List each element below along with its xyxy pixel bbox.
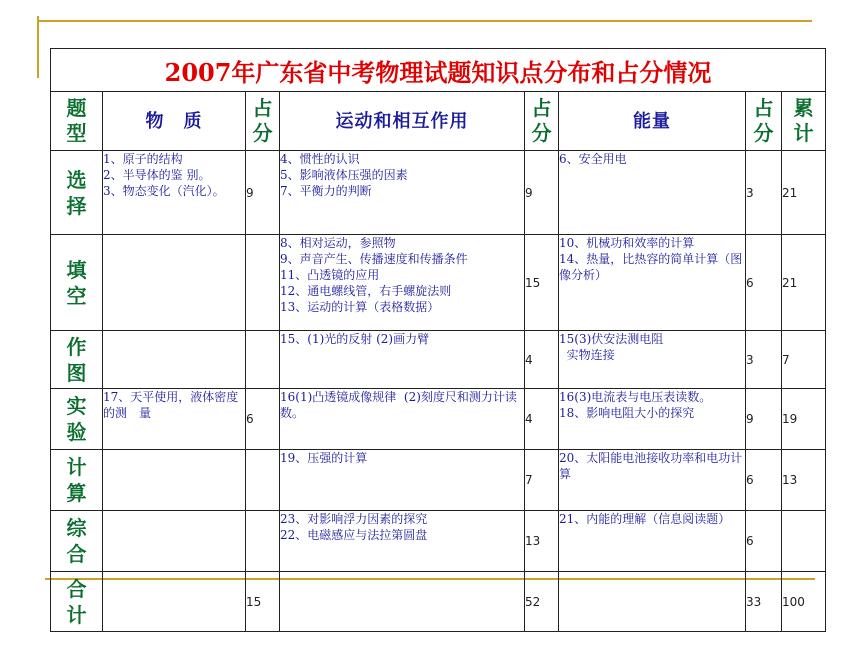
header-energy: 能量 [559, 92, 746, 151]
motion-items-cell [280, 151, 525, 235]
table-title: 2007年广东省中考物理试题知识点分布和占分情况 [51, 49, 826, 92]
energy-score: 3 [746, 331, 782, 389]
row-label-char: 填 [66, 257, 87, 282]
table-row [51, 235, 826, 331]
motion-item: 4、惯性的认识 [280, 152, 360, 166]
row-label-char: 计 [66, 602, 87, 627]
motion-score: 9 [525, 151, 559, 235]
table-row [51, 511, 826, 572]
header-energy-score: 占 分 [746, 92, 782, 151]
motion-item: 8、相对运动，参照物 [280, 236, 396, 250]
row-label [51, 331, 103, 389]
energy-items-cell [559, 511, 746, 572]
energy-item: 18、影响电阻大小的探究 [559, 406, 695, 420]
row-label-char: 计 [66, 455, 87, 479]
motion-item: 12、通电螺线管，右手螺旋法则 [280, 284, 452, 298]
table-row [51, 151, 826, 235]
matter-score: 6 [246, 389, 280, 450]
row-label [51, 450, 103, 511]
motion-items-cell [280, 389, 525, 450]
row-label [51, 511, 103, 572]
matter-items-cell [103, 572, 246, 632]
motion-item: 7、平衡力的判断 [280, 184, 372, 198]
matter-items-cell [103, 389, 246, 450]
matter-score [246, 511, 280, 572]
table-row [51, 389, 826, 450]
row-label [51, 151, 103, 235]
motion-score: 15 [525, 235, 559, 331]
row-label-char: 综 [66, 516, 87, 540]
motion-item: 11、凸透镜的应用 [280, 268, 380, 282]
energy-score: 9 [746, 389, 782, 450]
energy-item: 6、安全用电 [559, 152, 627, 166]
row-total: 21 [782, 151, 826, 235]
row-total [782, 511, 826, 572]
matter-score [246, 331, 280, 389]
energy-items-cell [559, 235, 746, 331]
matter-items-cell [103, 450, 246, 511]
motion-item: 22、电磁感应与法拉第圆盘 [280, 528, 428, 542]
matter-item: 2、半导体的鉴 别。 [103, 168, 211, 182]
energy-score: 3 [746, 151, 782, 235]
energy-item: 15(3)伏安法测电阻 [559, 332, 664, 346]
row-label-char: 择 [66, 193, 87, 218]
motion-item: 15、(1)光的反射 (2)画力臂 [280, 332, 430, 346]
header-total: 累 计 [782, 92, 826, 151]
motion-score: 4 [525, 389, 559, 450]
matter-item: 3、物态变化（汽化）。 [103, 184, 225, 198]
energy-score: 33 [746, 572, 782, 632]
matter-item: 1、原子的结构 [103, 152, 183, 166]
energy-items-cell [559, 450, 746, 511]
matter-items-cell [103, 511, 246, 572]
row-total: 19 [782, 389, 826, 450]
row-label-char: 空 [66, 283, 87, 308]
motion-items-cell [280, 572, 525, 632]
matter-items-cell [103, 151, 246, 235]
row-label [51, 572, 103, 632]
row-total: 13 [782, 450, 826, 511]
motion-item: 13、运动的计算（表格数据） [280, 300, 440, 314]
matter-score: 9 [246, 151, 280, 235]
matter-item: 17、天平使用，液体密度的测 量 [103, 390, 239, 420]
matter-items-cell [103, 331, 246, 389]
header-question-type: 题 型 [51, 92, 103, 151]
energy-items-cell [559, 151, 746, 235]
energy-score: 6 [746, 235, 782, 331]
motion-item: 16(1)凸透镜成像规律 (2)刻度尺和测力计读数。 [280, 390, 517, 420]
energy-score: 6 [746, 511, 782, 572]
row-total: 7 [782, 331, 826, 389]
row-label-char: 合 [66, 542, 87, 566]
row-label-char: 验 [66, 420, 87, 444]
header-motion: 运动和相互作用 [280, 92, 525, 151]
table-row [51, 450, 826, 511]
motion-item: 19、压强的计算 [280, 451, 368, 465]
decorative-vertical-line [37, 16, 39, 78]
header-motion-score: 占 分 [525, 92, 559, 151]
matter-score: 15 [246, 572, 280, 632]
header-matter-score: 占 分 [246, 92, 280, 151]
matter-items-cell [103, 235, 246, 331]
matter-score [246, 235, 280, 331]
energy-items-cell [559, 331, 746, 389]
energy-score: 6 [746, 450, 782, 511]
motion-items-cell [280, 450, 525, 511]
decorative-top-line [37, 20, 812, 22]
header-matter: 物 质 [103, 92, 246, 151]
motion-score: 13 [525, 511, 559, 572]
row-label [51, 235, 103, 331]
motion-item: 5、影响液体压强的因素 [280, 168, 408, 182]
motion-item: 23、对影响浮力因素的探究 [280, 512, 428, 526]
table-row [51, 572, 826, 632]
row-label-char: 合 [66, 576, 87, 601]
motion-score: 7 [525, 450, 559, 511]
energy-items-cell [559, 572, 746, 632]
row-label-char: 算 [66, 481, 87, 505]
row-label-char: 实 [66, 394, 87, 418]
row-label [51, 389, 103, 450]
energy-item: 10、机械功和效率的计算 [559, 236, 695, 250]
row-label-char: 作 [66, 334, 87, 359]
header-row [51, 92, 826, 151]
motion-score: 52 [525, 572, 559, 632]
energy-item: 14、热量，比热容的简单计算（图像分析） [559, 252, 743, 282]
table-row [51, 331, 826, 389]
motion-items-cell [280, 235, 525, 331]
row-label-char: 图 [66, 360, 87, 385]
motion-items-cell [280, 331, 525, 389]
energy-item: 20、太阳能电池接收功率和电功计算 [559, 451, 743, 481]
motion-items-cell [280, 511, 525, 572]
row-label-char: 选 [66, 167, 87, 192]
row-total: 21 [782, 235, 826, 331]
energy-items-cell [559, 389, 746, 450]
knowledge-distribution-table [50, 48, 826, 632]
motion-score: 4 [525, 331, 559, 389]
energy-item: 21、内能的理解（信息阅读题） [559, 512, 731, 526]
energy-item: 实物连接 [559, 348, 615, 362]
energy-item: 16(3)电流表与电压表读数。 [559, 390, 712, 404]
row-total: 100 [782, 572, 826, 632]
motion-item: 9、声音产生、传播速度和传播条件 [280, 252, 468, 266]
matter-score [246, 450, 280, 511]
